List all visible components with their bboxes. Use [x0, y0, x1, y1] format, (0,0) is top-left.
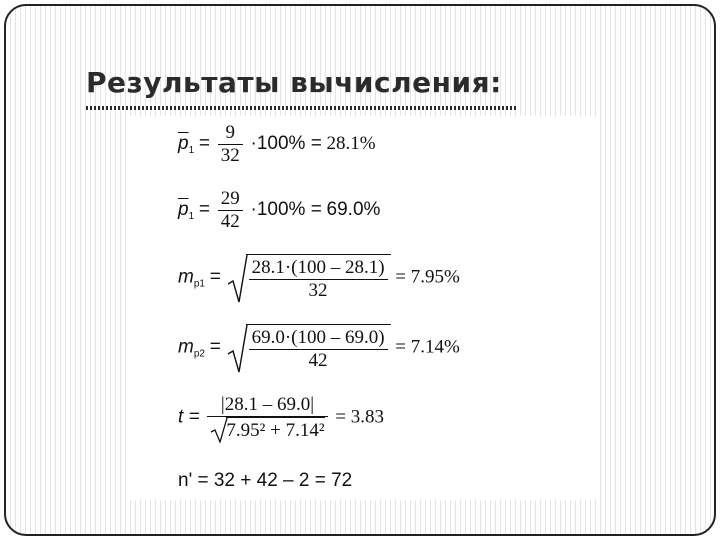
formula-p1-first-den: 32	[220, 145, 240, 166]
formula-p1-second: $\overline{p}_1$ = $\frac{29}{42}$ ·100% = 69.0%	[178, 188, 381, 232]
formula-p1-second-num: 29	[218, 188, 243, 211]
formula-m-p2-radical	[226, 324, 391, 372]
formula-p1-second-den: 42	[220, 211, 240, 232]
formula-t-lhs: t =	[178, 406, 200, 428]
formula-m-p1-lhs: m	[178, 266, 194, 288]
formula-t-fraction	[207, 394, 327, 442]
formula-m-p1-fraction	[249, 257, 388, 302]
formula-m-p2-result: = 7.14%	[395, 336, 460, 358]
formula-m-p1-num: 28.1·(100 – 28.1)	[249, 257, 388, 280]
formula-p1-first-lhs: $\overline{p}$	[178, 132, 189, 154]
formula-m-p1-sub: p1	[193, 278, 205, 290]
formula-p1-second-tail: ·100% =	[250, 198, 322, 220]
formula-m-p1-result: = 7.95%	[395, 266, 460, 288]
formula-m-p1-den: 32	[308, 280, 328, 301]
formula-t-den: 7.95² + 7.14²	[226, 417, 324, 442]
formula-m-p2-num: 69.0·(100 – 69.0)	[249, 327, 388, 350]
formula-p1-first-num: 9	[218, 122, 243, 145]
formula-p1-second-fraction	[218, 188, 243, 233]
formula-t-radical	[210, 417, 324, 442]
formula-p1-second-result: 69.0%	[326, 198, 381, 220]
formula-image	[126, 116, 596, 500]
formula-n: n' = 32 + 42 – 2 = 72	[178, 470, 353, 491]
formula-m-p2-lhs: m	[178, 336, 194, 358]
formula-m-p2: $m_{p2}$ = $\frac{69.0\cdot(100 - 69.0)}{42}$ = 7.14%	[178, 324, 460, 372]
formula-p1-first-fraction	[218, 122, 243, 167]
formula-t-num: |28.1 – 69.0|	[207, 394, 327, 417]
formula-m-p1-radical	[226, 254, 391, 302]
formula-p1-second-sub: 1	[188, 210, 195, 222]
slide-title: Результаты вычисления:	[86, 66, 502, 99]
formula-t-result: = 3.83	[335, 406, 384, 428]
formula-m-p1: $m_{p1}$ = $\frac{28.1\cdot(100 - 28.1)}{32}$ = 7.95%	[178, 254, 460, 302]
formula-m-p2-sub: p2	[193, 348, 205, 360]
formula-t	[178, 394, 384, 442]
formula-p1-second-lhs: $\overline{p}$	[178, 198, 189, 220]
formula-p1-first: $\overline{p}_1$ = $\frac{9}{32}$ ·100% = 28.1%	[178, 122, 376, 166]
formula-t-den-wrap	[207, 417, 327, 442]
title-underline	[86, 106, 516, 110]
formula-p1-first-sub: 1	[188, 144, 195, 156]
formula-m-p2-den: 42	[308, 350, 328, 371]
formula-p1-first-result: 28.1%	[326, 132, 376, 154]
formula-p1-first-tail: ·100% =	[250, 132, 322, 154]
formula-m-p2-fraction	[249, 327, 388, 372]
